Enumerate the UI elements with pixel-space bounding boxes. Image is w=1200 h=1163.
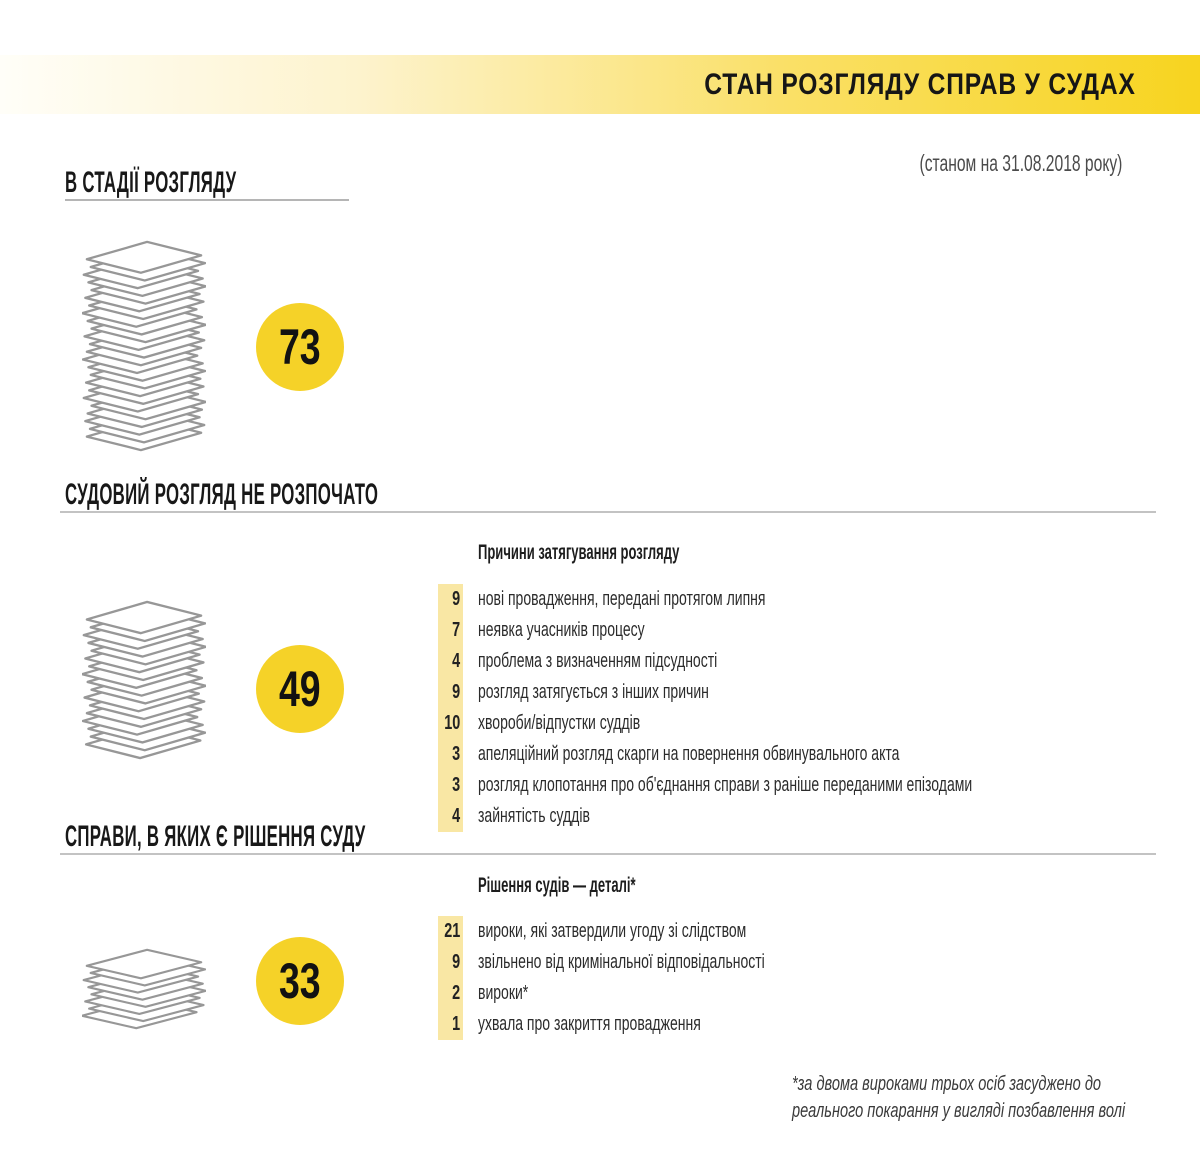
header-band: [0, 55, 1200, 114]
count-value: 49: [279, 661, 321, 717]
paper-stack-icon: [82, 948, 206, 1030]
list-item: [438, 947, 888, 978]
list-item: [438, 615, 1184, 646]
item-label: неявка учасників процесу: [478, 619, 645, 641]
decisions-list: [438, 916, 888, 1040]
item-label: хвороби/відпустки суддів: [478, 712, 641, 734]
item-label: вироки, які затвердили угоду зі слідством: [478, 920, 747, 942]
count-value: 73: [279, 319, 321, 375]
footnote: *за двома вироками трьох осіб засуджено до реального покарання у вигляді позбавлення волі: [792, 1073, 1126, 1122]
item-count-badge: 9: [438, 947, 463, 978]
item-count-badge: 4: [438, 801, 463, 832]
page-title: СТАН РОЗГЛЯДУ СПРАВ У СУДАХ: [704, 68, 1136, 101]
item-count-badge: 3: [438, 770, 463, 801]
item-label: ухвала про закриття провадження: [478, 1013, 701, 1035]
count-badge-decided: [256, 937, 344, 1025]
item-count-badge: 1: [438, 1009, 463, 1040]
item-label: нові провадження, передані протягом липня: [478, 588, 766, 610]
count-badge-in-progress: [256, 303, 344, 391]
list-item: [438, 1009, 888, 1040]
section-2-divider: [60, 511, 1156, 513]
list-item: [438, 739, 1184, 770]
list-item: [438, 770, 1184, 801]
count-badge-not-started: [256, 645, 344, 733]
item-label: розгляд затягується з інших причин: [478, 681, 709, 703]
list-item: [438, 646, 1184, 677]
list-item: [438, 708, 1184, 739]
item-count-badge: 9: [438, 677, 463, 708]
decisions-list-title: Рішення судів — деталі*: [478, 874, 636, 897]
item-label: вироки*: [478, 982, 529, 1004]
reasons-list-title: Причини затягування розгляду: [478, 541, 680, 564]
item-count-badge: 7: [438, 615, 463, 646]
section-3-heading: СПРАВИ, В ЯКИХ Є РІШЕННЯ СУДУ: [65, 820, 366, 853]
list-item: [438, 916, 888, 947]
item-count-badge: 10: [438, 708, 463, 739]
section-3-divider: [60, 853, 1156, 855]
paper-stack-icon: [82, 240, 206, 452]
list-item: [438, 978, 888, 1009]
item-label: розгляд клопотання про об'єднання справи з раніше переданими епізодами: [478, 774, 973, 796]
reasons-list: [438, 584, 1184, 832]
item-count-badge: 9: [438, 584, 463, 615]
list-item: [438, 801, 1184, 832]
count-value: 33: [279, 953, 321, 1009]
item-count-badge: 3: [438, 739, 463, 770]
section-1-underline: [65, 199, 349, 201]
item-label: апеляційний розгляд скарги на повернення обвинувального акта: [478, 743, 900, 765]
item-count-badge: 2: [438, 978, 463, 1009]
item-label: зайнятість суддів: [478, 805, 590, 827]
section-2-heading: СУДОВИЙ РОЗГЛЯД НЕ РОЗПОЧАТО: [65, 478, 379, 511]
list-item: [438, 584, 1184, 615]
date-note: (станом на 31.08.2018 року): [919, 150, 1122, 176]
item-label: звільнено від кримінальної відповідальності: [478, 951, 765, 973]
item-count-badge: 4: [438, 646, 463, 677]
list-item: [438, 677, 1184, 708]
paper-stack-icon: [82, 600, 206, 760]
item-count-badge: 21: [438, 916, 463, 947]
item-label: проблема з визначенням підсудності: [478, 650, 718, 672]
section-1-heading: В СТАДІЇ РОЗГЛЯДУ: [65, 166, 237, 199]
